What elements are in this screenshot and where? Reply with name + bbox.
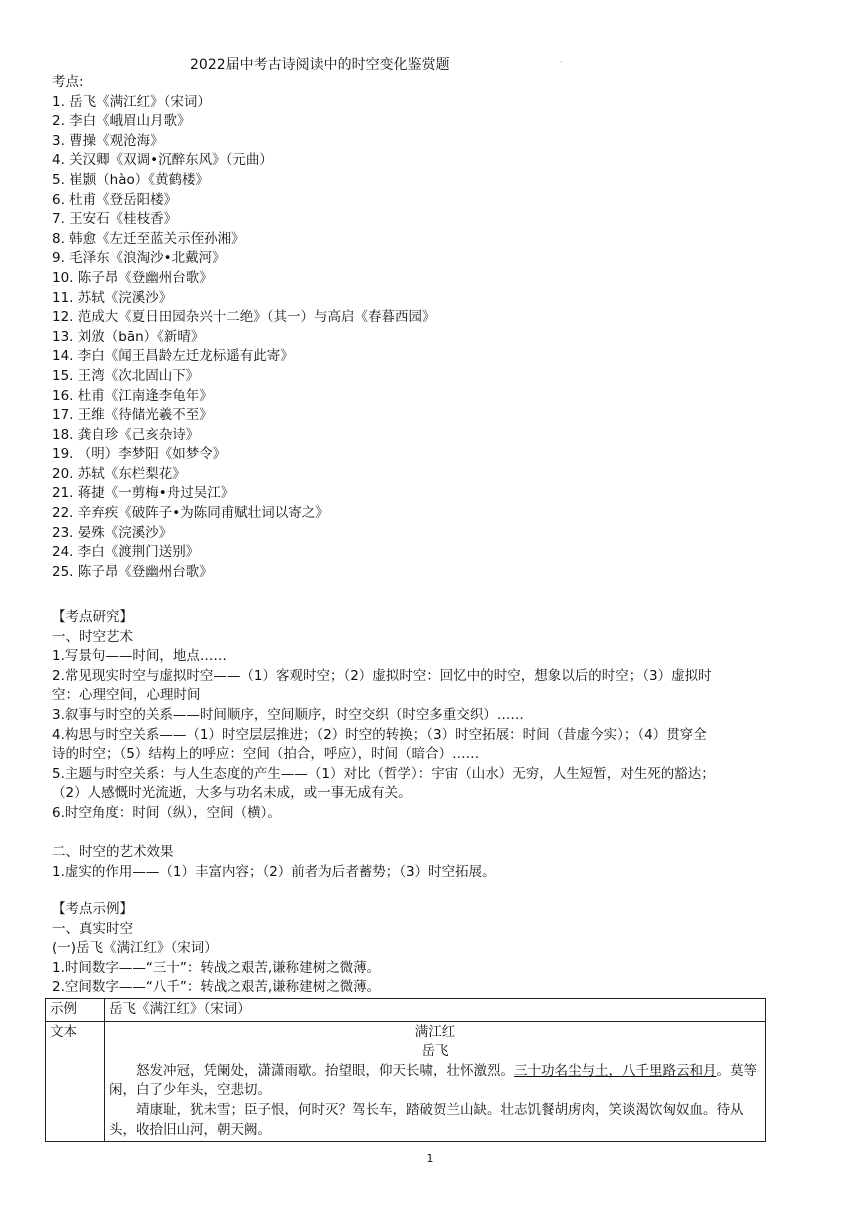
kaodian-item: 22. 辛弃疾《破阵子•为陈同甫赋壮词以寄之》 bbox=[52, 505, 329, 522]
kaodian-item: 23. 晏殊《浣溪沙》 bbox=[52, 524, 173, 541]
kaodian-item: 1. 岳飞《满江红》（宋词） bbox=[52, 93, 211, 110]
kaodian-item: 13. 刘攽（bān）《新晴》 bbox=[52, 328, 205, 345]
kaodian-item: 21. 蒋捷《一剪梅•舟过吴江》 bbox=[52, 485, 235, 502]
kaodian-item: 9. 毛泽东《浪淘沙•北戴河》 bbox=[52, 250, 226, 267]
kaodian-item: 12. 范成大《夏日田园杂兴十二绝》（其一）与高启《春暮西园》 bbox=[52, 309, 436, 326]
kaodian-item: 18. 龚自珍《己亥杂诗》 bbox=[52, 426, 200, 443]
poem-stanza-1 bbox=[109, 1062, 761, 1101]
research-heading: 【考点研究】 bbox=[52, 609, 133, 625]
kaodian-item: 24. 李白《渡荆门送别》 bbox=[52, 544, 200, 561]
kaodian-item: 19. （明）李梦阳《如梦令》 bbox=[52, 446, 227, 463]
kaodian-item: 8. 韩愈《左迁至蓝关示侄孙湘》 bbox=[52, 230, 245, 247]
spacer bbox=[52, 824, 817, 844]
research-line-7: 1.虚实的作用——（1）丰富内容；（2）前者为后者蓄势；（3）时空拓展。 bbox=[52, 863, 496, 880]
kaodian-item: 7. 王安石《桂枝香》 bbox=[52, 211, 178, 228]
examples-sub1: 一、真实时空 bbox=[52, 920, 133, 937]
kaodian-item: 17. 王维《待储光羲不至》 bbox=[52, 407, 213, 424]
examples-item: (一)岳飞《满江红》（宋词） bbox=[52, 940, 218, 957]
document-title: 2022届中考古诗阅读中的时空变化鉴赏题 bbox=[190, 57, 450, 73]
research-line-2b: 空：心理空间，心理时间 bbox=[52, 687, 201, 704]
research-line-5b: （2）人感慨时光流逝，大多与功名未成，或一事无成有关。 bbox=[52, 785, 412, 802]
research-sub2: 二、时空的艺术效果 bbox=[52, 844, 174, 861]
kaodian-item: 10. 陈子昂《登幽州台歌》 bbox=[52, 269, 213, 286]
stray-mark: · bbox=[560, 58, 563, 67]
poem-author: 岳飞 bbox=[421, 1043, 449, 1060]
examples-heading: 【考点示例】 bbox=[52, 901, 133, 917]
kaodian-item: 20. 苏轼《东栏梨花》 bbox=[52, 465, 186, 482]
examples-line-2: 2.空间数字——“八千”：转战之艰苦,谦称建树之微薄。 bbox=[52, 979, 381, 996]
research-line-5a: 5.主题与时空关系：与人生态度的产生——（1）对比（哲学）：宇宙（山水）无穷，人生短暂，对生死的豁达； bbox=[52, 765, 715, 782]
examples-section bbox=[52, 900, 817, 998]
poem-stanza-2: 靖康耻，犹未雪；臣子恨，何时灭？驾长车，踏破贺兰山缺。壮志饥餐胡虏肉，笑谈渴饮匈奴血。待从头，收拾旧山河，朝天阙。 bbox=[109, 1101, 744, 1138]
kaodian-item: 3. 曹操《观沧海》 bbox=[52, 132, 164, 149]
table-value-example: 岳飞《满江红》（宋词） bbox=[105, 999, 766, 1022]
research-line-1: 1.写景句——时间，地点…… bbox=[52, 648, 227, 665]
table-key-text: 文本 bbox=[46, 1021, 105, 1142]
kaodian-item: 6. 杜甫《登岳阳楼》 bbox=[52, 191, 178, 208]
research-line-3: 3.叙事与时空的关系——时间顺序，空间顺序，时空交织（时空多重交织）…… bbox=[52, 706, 524, 723]
research-line-2a: 2.常见现实时空与虚拟时空——（1）客观时空；（2）虚拟时空：回忆中的时空，想象以后的时空；（3）虚拟时 bbox=[52, 667, 712, 684]
examples-line-1: 1.时间数字——“三十”：转战之艰苦,谦称建树之微薄。 bbox=[52, 959, 381, 976]
example-table bbox=[45, 998, 766, 1142]
research-section bbox=[52, 608, 817, 882]
table-value-text bbox=[105, 1021, 766, 1142]
kaodian-item: 16. 杜甫《江南逢李龟年》 bbox=[52, 387, 213, 404]
research-line-4b: 诗的时空；（5）结构上的呼应：空间（拍合，呼应），时间（暗合）…… bbox=[52, 746, 480, 763]
table-key-example: 示例 bbox=[46, 999, 105, 1022]
kaodian-item: 14. 李白《闻王昌龄左迁龙标遥有此寄》 bbox=[52, 348, 294, 365]
kaodian-item: 2. 李白《峨眉山月歌》 bbox=[52, 113, 191, 130]
poem-title: 满江红 bbox=[414, 1023, 456, 1040]
page-number: 1 bbox=[426, 1152, 434, 1165]
poem-stanza-1-post: 。莫等闲，白了少年头，空悲切。 bbox=[109, 1062, 757, 1099]
research-line-6: 6.时空角度：时间（纵），空间（横）。 bbox=[52, 804, 281, 821]
kaodian-item: 4. 关汉卿《双调•沉醉东风》（元曲） bbox=[52, 152, 273, 169]
kaodian-item: 5. 崔颢（hào）《黄鹤楼》 bbox=[52, 171, 210, 188]
table-row bbox=[46, 999, 766, 1022]
kaodian-item: 15. 王湾《次北固山下》 bbox=[52, 367, 200, 384]
kaodian-label: 考点: bbox=[52, 74, 84, 90]
poem-stanza-1-underlined: 三十功名尘与土，八千里路云和月 bbox=[514, 1062, 717, 1079]
kaodian-item: 25. 陈子昂《登幽州台歌》 bbox=[52, 563, 213, 580]
research-sub1: 一、时空艺术 bbox=[52, 628, 133, 645]
research-line-4a: 4.构思与时空关系——（1）时空层层推进；（2）时空的转换；（3）时空拓展：时间（昔虚今实）；（4）贯穿全 bbox=[52, 726, 707, 743]
kaodian-item: 11. 苏轼《浣溪沙》 bbox=[52, 289, 173, 306]
kaodian-list bbox=[52, 73, 436, 582]
table-row bbox=[46, 1021, 766, 1142]
poem-stanza-1-pre: 怒发冲冠，凭阑处，潇潇雨歇。抬望眼，仰天长啸，壮怀激烈。 bbox=[136, 1062, 514, 1079]
